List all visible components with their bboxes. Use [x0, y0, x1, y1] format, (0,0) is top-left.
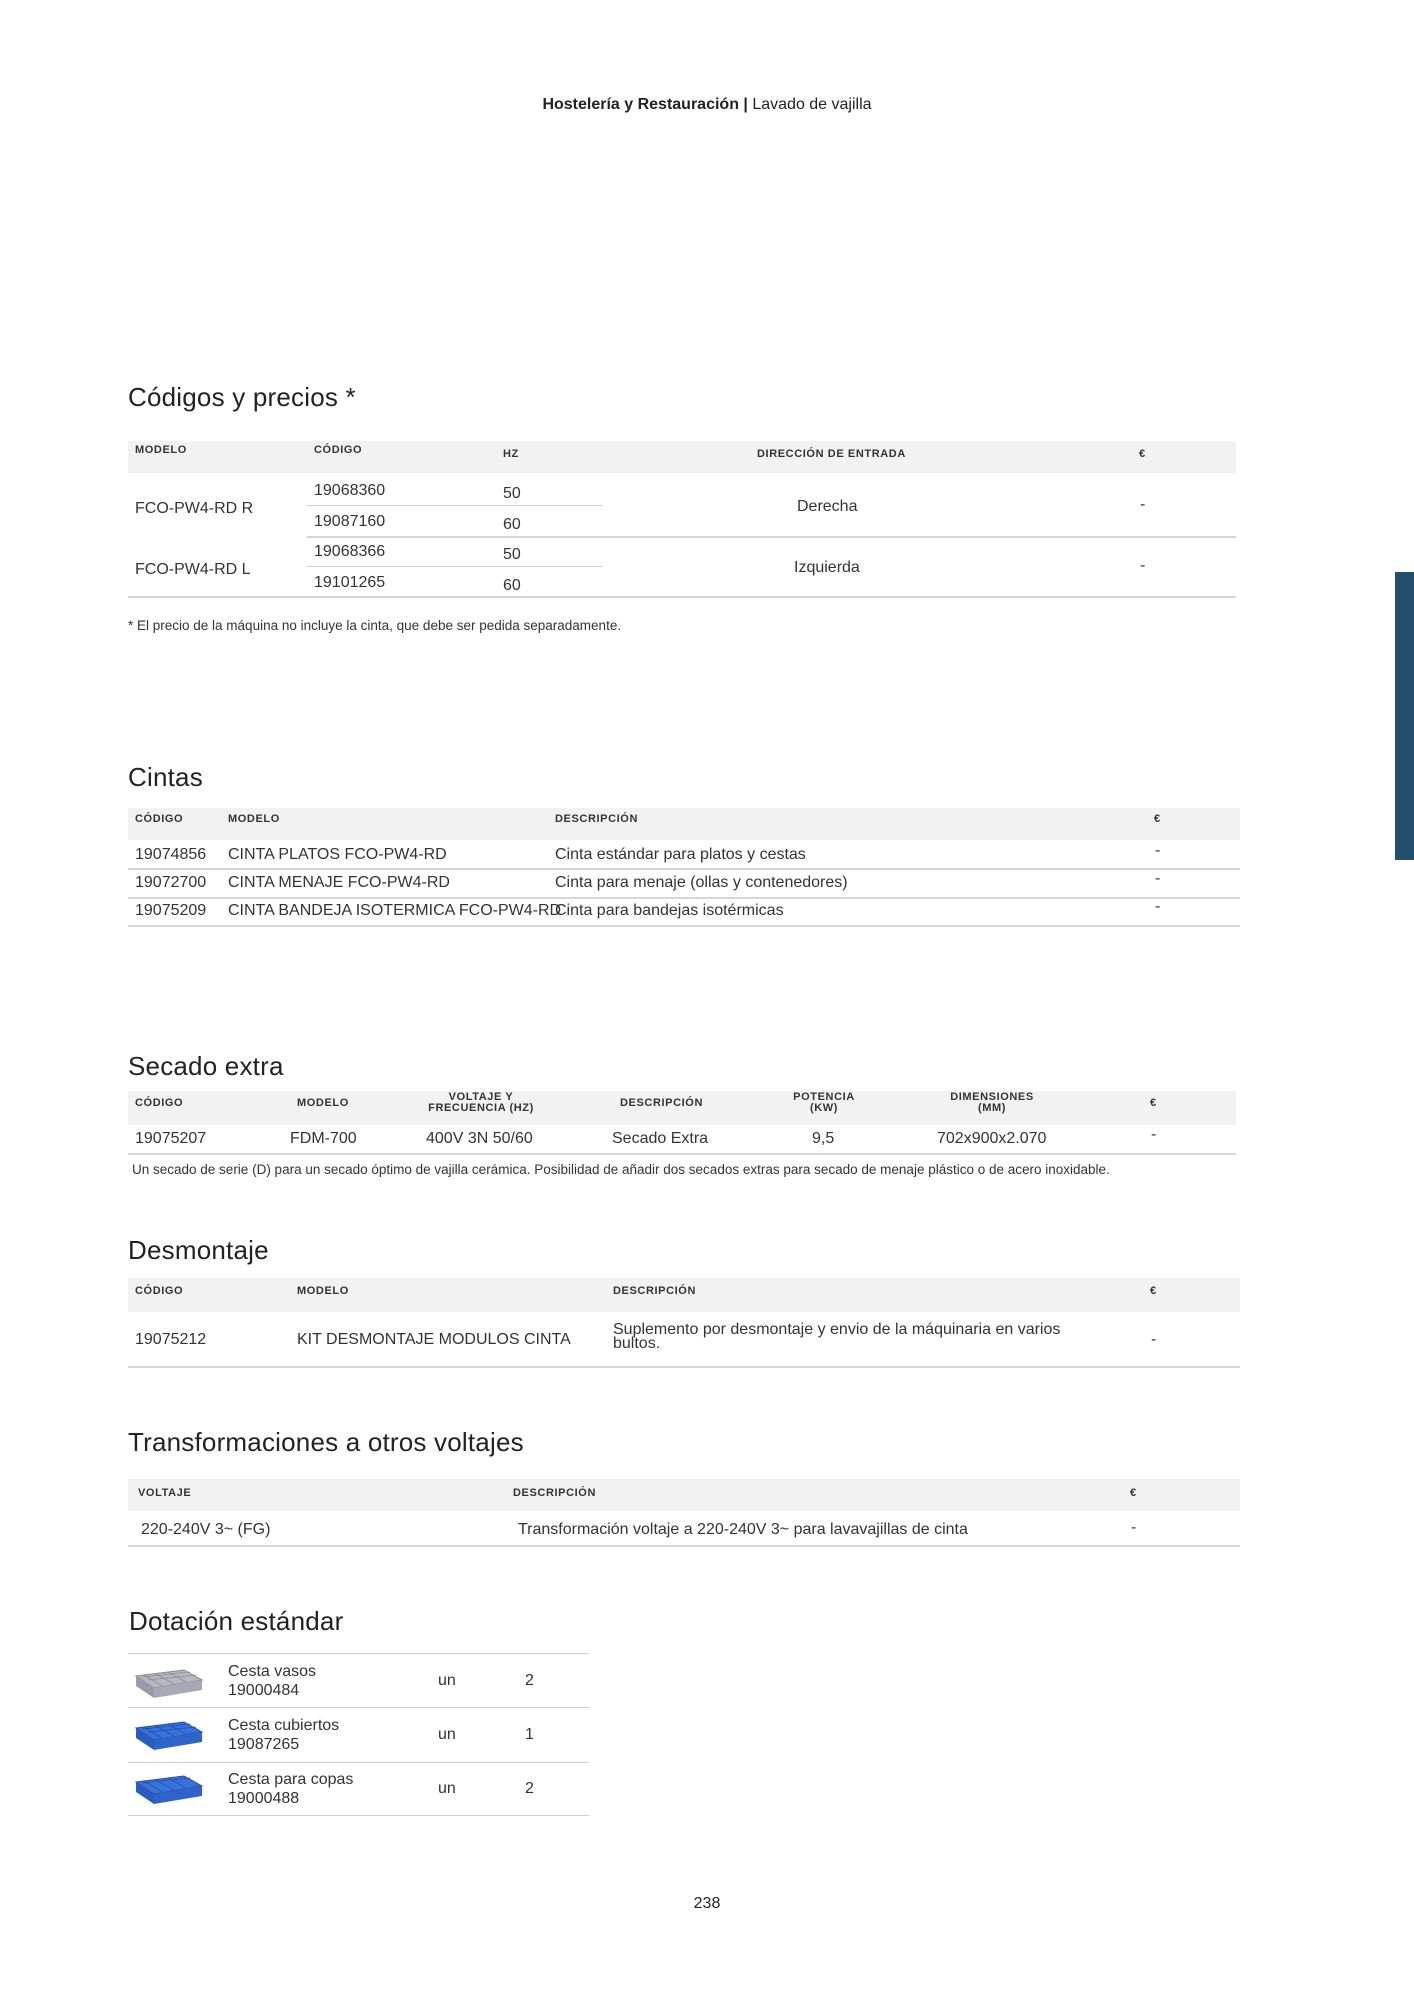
secado-col-dimensiones-line1: DIMENSIONES — [950, 1091, 1034, 1103]
blue-cup-rack-icon — [132, 1772, 204, 1808]
desmontaje-col-descripcion: DESCRIPCIÓN — [613, 1285, 696, 1297]
secado-row-modelo: FDM-700 — [290, 1130, 357, 1147]
transformaciones-col-descripcion: DESCRIPCIÓN — [513, 1487, 596, 1499]
desmontaje-row-precio: - — [1151, 1331, 1157, 1348]
codigos-header-band — [128, 441, 1236, 473]
codigos-row1-precio: - — [1140, 496, 1146, 513]
cintas-row3-modelo: CINTA BANDEJA ISOTERMICA FCO-PW4-RD — [228, 902, 562, 919]
dotacion-item1-desc — [228, 1662, 316, 1700]
codigos-row1-codigo1: 19068360 — [314, 482, 386, 499]
secado-col-voltaje-line2: FRECUENCIA (HZ) — [428, 1102, 534, 1114]
codigos-row2-hz1: 50 — [503, 546, 521, 563]
dotacion-item2-nombre: Cesta cubiertos — [228, 1717, 340, 1734]
dotacion-item3-unidad: un — [438, 1780, 456, 1797]
codigos-footnote: * El precio de la máquina no incluye la cinta, que debe ser pedida separadamente. — [128, 618, 622, 633]
codigos-col-modelo: MODELO — [135, 444, 187, 456]
cintas-row1-precio: - — [1155, 842, 1161, 859]
secado-col-precio: € — [1150, 1097, 1157, 1109]
dotacion-item1-divider — [128, 1707, 589, 1708]
desmontaje-row-descripcion-line2: bultos. — [613, 1335, 661, 1352]
cintas-row2-modelo: CINTA MENAJE FCO-PW4-RD — [228, 874, 450, 891]
gray-glass-rack-icon — [132, 1666, 204, 1702]
secado-col-dimensiones-line2: (MM) — [977, 1102, 1007, 1114]
codigos-row2-direccion: Izquierda — [794, 559, 860, 576]
secado-col-dimensiones — [937, 1092, 1047, 1114]
desmontaje-col-codigo: CÓDIGO — [135, 1285, 184, 1297]
codigos-row1-codigo2: 19087160 — [314, 513, 386, 530]
transformaciones-header-band — [128, 1479, 1240, 1511]
dotacion-item2-divider — [128, 1762, 589, 1763]
dotacion-item1-unidad: un — [438, 1672, 456, 1689]
codigos-title: Códigos y precios * — [128, 382, 356, 412]
header-section: Hostelería y Restauración — [542, 96, 739, 113]
dotacion-title: Dotación estándar — [129, 1606, 344, 1636]
secado-col-potencia-line1: POTENCIA — [793, 1091, 855, 1103]
header-subsection: Lavado de vajilla — [752, 96, 872, 113]
blue-cutlery-rack-icon — [132, 1718, 204, 1754]
transformaciones-row-descripcion: Transformación voltaje a 220-240V 3~ para lavavajillas de cinta — [518, 1521, 968, 1538]
codigos-row2-hz2: 60 — [503, 577, 521, 594]
dotacion-item2-desc — [228, 1716, 339, 1754]
codigos-row2-codigo1: 19068366 — [314, 543, 386, 560]
desmontaje-col-precio: € — [1150, 1285, 1157, 1297]
codigos-row2-codigo2: 19101265 — [314, 574, 386, 591]
secado-col-potencia-line2: (KW) — [809, 1102, 839, 1114]
page-number: 238 — [693, 1895, 721, 1912]
dotacion-item3-cantidad: 2 — [525, 1780, 534, 1797]
codigos-row2-modelo: FCO-PW4-RD L — [135, 561, 251, 578]
desmontaje-col-modelo: MODELO — [297, 1285, 349, 1297]
cintas-title: Cintas — [128, 762, 203, 792]
secado-col-voltaje — [420, 1092, 542, 1114]
codigos-row1-divider — [307, 536, 1236, 538]
cintas-row1-descripcion: Cinta estándar para platos y cestas — [555, 846, 806, 863]
cintas-row3-descripcion: Cinta para bandejas isotérmicas — [555, 902, 784, 919]
cintas-row2-divider — [128, 897, 1240, 899]
dotacion-item1-cantidad: 2 — [525, 1672, 534, 1689]
codigos-col-precio: € — [1139, 448, 1146, 460]
desmontaje-row-codigo: 19075212 — [135, 1331, 207, 1348]
cintas-row2-codigo: 19072700 — [135, 874, 207, 891]
cintas-row2-precio: - — [1155, 870, 1161, 887]
transformaciones-row-precio: - — [1131, 1519, 1137, 1536]
secado-note: Un secado de serie (D) para un secado óptimo de vajilla cerámica. Posibilidad de añadir dos secados extras para secado de menaje plástico o de acero inoxidable. — [132, 1162, 1110, 1177]
dotacion-item1-nombre: Cesta vasos — [228, 1663, 317, 1680]
codigos-row2-precio: - — [1140, 557, 1146, 574]
codigos-col-direccion: DIRECCIÓN DE ENTRADA — [757, 448, 906, 460]
cintas-col-descripcion: DESCRIPCIÓN — [555, 813, 638, 825]
dotacion-item3-codigo: 19000488 — [228, 1790, 300, 1807]
cintas-row3-precio: - — [1155, 898, 1161, 915]
cintas-bottom-rule — [128, 925, 1240, 927]
secado-row-potencia: 9,5 — [812, 1130, 835, 1147]
transformaciones-row-voltaje: 220-240V 3~ (FG) — [141, 1521, 271, 1538]
dotacion-item2-unidad: un — [438, 1726, 456, 1743]
desmontaje-row-descripcion — [613, 1323, 1060, 1351]
codigos-row1-modelo: FCO-PW4-RD R — [135, 500, 254, 517]
secado-col-descripcion: DESCRIPCIÓN — [620, 1097, 703, 1109]
codigos-row2-subdivider — [307, 566, 602, 567]
dotacion-item1-codigo: 19000484 — [228, 1682, 300, 1699]
dotacion-item2-cantidad: 1 — [525, 1726, 534, 1743]
secado-row-codigo: 19075207 — [135, 1130, 207, 1147]
secado-row-precio: - — [1151, 1126, 1157, 1143]
desmontaje-bottom-rule — [128, 1366, 1240, 1368]
transformaciones-title: Transformaciones a otros voltajes — [128, 1427, 524, 1457]
cintas-row1-divider — [128, 868, 1240, 870]
transformaciones-bottom-rule — [128, 1545, 1240, 1547]
cintas-row1-codigo: 19074856 — [135, 846, 207, 863]
secado-title: Secado extra — [128, 1051, 284, 1081]
secado-row-dimensiones: 702x900x2.070 — [937, 1130, 1047, 1147]
chapter-side-tab — [1395, 572, 1414, 860]
secado-bottom-rule — [128, 1153, 1236, 1155]
header-separator: | — [738, 96, 753, 113]
secado-col-voltaje-line1: VOLTAJE Y — [448, 1091, 514, 1103]
desmontaje-row-descripcion-line1: Suplemento por desmontaje y envio de la máquinaria en varios — [613, 1321, 1061, 1338]
cintas-col-codigo: CÓDIGO — [135, 813, 184, 825]
dotacion-item2-codigo: 19087265 — [228, 1736, 300, 1753]
codigos-row1-hz2: 60 — [503, 516, 521, 533]
secado-col-potencia — [779, 1092, 869, 1114]
codigos-col-hz: HZ — [503, 448, 519, 460]
desmontaje-title: Desmontaje — [128, 1235, 269, 1265]
dotacion-top-rule — [128, 1653, 589, 1654]
cintas-row2-descripcion: Cinta para menaje (ollas y contenedores) — [555, 874, 848, 891]
cintas-row1-modelo: CINTA PLATOS FCO-PW4-RD — [228, 846, 447, 863]
codigos-row1-direccion: Derecha — [797, 498, 858, 515]
desmontaje-row-modelo: KIT DESMONTAJE MODULOS CINTA — [297, 1331, 571, 1348]
dotacion-item3-nombre: Cesta para copas — [228, 1771, 354, 1788]
cintas-col-modelo: MODELO — [228, 813, 280, 825]
codigos-bottom-rule — [128, 596, 1236, 598]
running-header — [0, 96, 1414, 114]
dotacion-bottom-rule — [128, 1815, 589, 1816]
secado-row-descripcion: Secado Extra — [612, 1130, 709, 1147]
dotacion-item3-desc — [228, 1770, 353, 1808]
cintas-row3-codigo: 19075209 — [135, 902, 207, 919]
cintas-header-band — [128, 808, 1240, 840]
secado-row-voltaje: 400V 3N 50/60 — [426, 1130, 533, 1147]
codigos-row1-hz1: 50 — [503, 485, 521, 502]
secado-col-codigo: CÓDIGO — [135, 1097, 184, 1109]
transformaciones-col-precio: € — [1130, 1487, 1137, 1499]
transformaciones-col-voltaje: VOLTAJE — [138, 1487, 192, 1499]
secado-col-modelo: MODELO — [297, 1097, 349, 1109]
cintas-col-precio: € — [1154, 813, 1161, 825]
codigos-col-codigo: CÓDIGO — [314, 444, 363, 456]
codigos-row1-subdivider — [307, 505, 602, 506]
